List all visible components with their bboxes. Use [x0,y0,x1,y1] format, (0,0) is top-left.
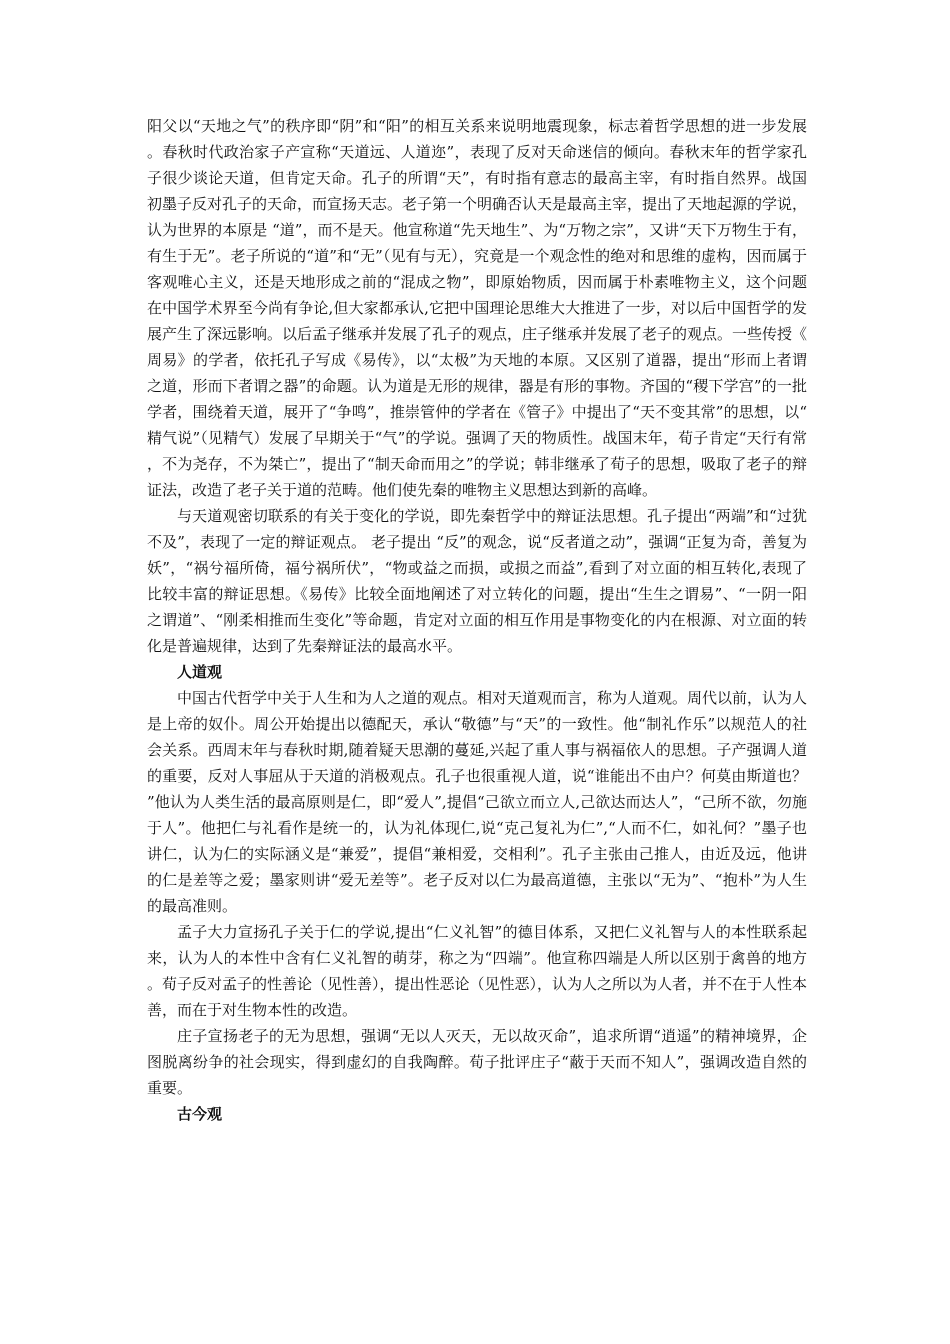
paragraph-zhuangzi: 庄子宣扬老子的无为思想，强调“无以人灭天，无以故灭命”，追求所谓“逍遥”的精神境界，企图脱离纷争的社会现实，得到虚幻的自我陶醉。荀子批评庄子“蔽于天而不知人”，强调改造自然的重要。 [147,1027,807,1097]
paragraph-dialectics: 与天道观密切联系的有关于变化的学说，即先秦哲学中的辩证法思想。孔子提出“两端”和“过犹不及”，表现了一定的辩证观点。 老子提出 “反”的观念，说“反者道之动”，强调“正复为奇，善复为妖”，“祸兮福所倚，福兮祸所伏”，“物或益之而损，或损之而益”,看到了对立面的相互转化,表现了比较丰富的辩证思想。《易传》比较全面地阐述了对立转化的问题，提出“生生之谓易”、“一阴一阳之谓道”、“刚柔相推而生变化”等命题，肯定对立面的相互作用是事物变化的内在根源、对立面的转化是普遍规律，达到了先秦辩证法的最高水平。 [147,507,807,655]
paragraph-tiandao-history: 阳父以“天地之气”的秩序即“阴”和“阳”的相互关系来说明地震现象，标志着哲学思想的进一步发展。春秋时代政治家子产宣称“天道远、人道迩”，表现了反对天命迷信的倾向。春秋末年的哲学家孔子很少谈论天道，但肯定天命。孔子的所谓“天”，有时指有意志的最高主宰，有时指自然界。战国初墨子反对孔子的天命，而宣扬天志。老子第一个明确否认天是最高主宰，提出了天地起源的学说， 认为世界的本原是 “道”，而不是天。他宣称道“先天地生”、为“万物之宗”，又讲“天下万物生于有，有生于无”。老子所说的“道”和“无”（见有与无），究竟是一个观念性的绝对和思维的虚构，因而属于客观唯心主义，还是天地形成之前的“混成之物”，即原始物质，因而属于朴素唯物主义，这个问题在中国学术界至今尚有争论,但大家都承认,它把中国理论思维大大推进了一步，对以后中国哲学的发展产生了深远影响。以后孟子继承并发展了孔子的观点，庄子继承并发展了老子的观点。一些传授《周易》的学者，依托孔子写成《易传》，以“太极”为天地的本原。又区别了道器，提出“形而上者谓之道，形而下者谓之器”的命题。认为道是无形的规律，器是有形的事物。齐国的“稷下学宫”的一批学者，围绕着天道，展开了“争鸣”，推崇管仲的学者在《管子》中提出了“天不变其常”的思想，以“精气说”（见精气）发展了早期关于“气”的学说。强调了天的物质性。战国末年，荀子肯定“天行有常，不为尧存，不为桀亡”，提出了“制天命而用之”的学说；韩非继承了荀子的思想，吸取了老子的辩证法，改造了老子关于道的范畴。他们使先秦的唯物主义思想达到新的高峰。 [147,117,808,499]
paragraph-rendao-intro: 中国古代哲学中关于人生和为人之道的观点。相对天道观而言，称为人道观。周代以前，认为人是上帝的奴仆。周公开始提出以德配天，承认“敬德”与“天”的一致性。他“制礼作乐”以规范人的社会关系。西周末年与春秋时期,随着疑天思潮的蔓延,兴起了重人事与祸福依人的思想。子产强调人道的重要，反对人事屈从于天道的消极观点。孔子也很重视人道，说“谁能出不由户？何莫由斯道也？”他认为人类生活的最高原则是仁，即“爱人”,提倡“己欲立而立人,己欲达而达人”，“己所不欲，勿施于人”。他把仁与礼看作是统一的，认为礼体现仁,说“克己复礼为仁”,“人而不仁，如礼何？”墨子也讲仁，认为仁的实际涵义是“兼爱”，提倡“兼相爱，交相利”。孔子主张由己推人，由近及远，他讲的仁是差等之爱；墨家则讲“爱无差等”。老子反对以仁为最高道德，主张以“无为”、“抱朴”为人生的最高准则。 [147,689,808,915]
section-heading-rendaoguan: 人道观 [177,663,223,681]
paragraph-mencius-xunzi: 孟子大力宣扬孔子关于仁的学说,提出“仁义礼智”的德目体系，又把仁义礼智与人的本性联系起来，认为人的本性中含有仁义礼智的萌芽，称之为“四端”。他宣称四端是人所以区别于禽兽的地方。荀子反对孟子的性善论（见性善），提出性恶论（见性恶），认为人之所以为人者，并不在于人性本善，而在于对生物本性的改造。 [147,923,808,1019]
document-page [147,113,807,1127]
section-heading-gujinguan: 古今观 [177,1105,223,1123]
